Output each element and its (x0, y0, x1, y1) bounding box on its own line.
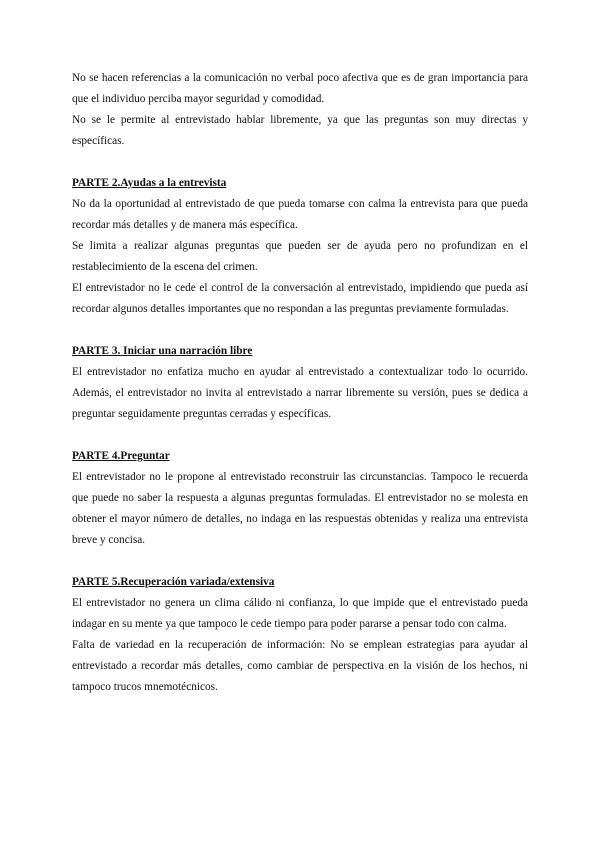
section-heading: PARTE 3. Iniciar una narración libre (72, 345, 253, 357)
section-parte-3 (72, 341, 528, 425)
paragraph: No da la oportunidad al entrevistado de que pueda tomarse con calma la entrevista para que pueda recordar más detalles y de manera más específica. (72, 198, 528, 231)
section-heading: PARTE 2.Ayudas a la entrevista (72, 177, 227, 189)
paragraph: Se limita a realizar algunas preguntas que pueden ser de ayuda pero no profundizan en el restablecimiento de la escena del crimen. (72, 240, 528, 273)
section-heading: PARTE 5.Recuperación variada/extensiva (72, 576, 275, 588)
section-heading: PARTE 4.Preguntar (72, 450, 170, 462)
paragraph: El entrevistador no enfatiza mucho en ayudar al entrevistado a contextualizar todo lo ocurrido. Además, el entrevistador no invita al entrevistado a narrar libremente su versión, pues se dedica a preguntar seguidamente preguntas cerradas y específicas. (72, 366, 528, 420)
paragraph: El entrevistador no le cede el control de la conversación al entrevistado, impidiendo que pueda así recordar algunos detalles importantes que no respondan a las preguntas previamente formuladas. (72, 282, 528, 315)
paragraph: Falta de variedad en la recuperación de información: No se emplean estrategias para ayudar al entrevistado a recordar más detalles, como cambiar de perspectiva en la visión de los hechos, ni tampoco trucos mnemotécnicos. (72, 639, 528, 693)
paragraph: No se hacen referencias a la comunicación no verbal poco afectiva que es de gran importancia para que el individuo perciba mayor seguridad y comodidad. (72, 72, 528, 105)
section-parte-4 (72, 446, 528, 551)
intro-block (72, 68, 528, 152)
paragraph: El entrevistador no genera un clima cálido ni confianza, lo que impide que el entrevistado pueda indagar en su mente ya que tampoco le cede tiempo para poder pararse a pensar todo con calma. (72, 597, 528, 630)
paragraph: No se le permite al entrevistado hablar libremente, ya que las preguntas son muy directas y específicas. (72, 114, 528, 147)
section-parte-5 (72, 572, 528, 698)
document-body (72, 68, 528, 698)
section-parte-2 (72, 173, 528, 320)
paragraph: El entrevistador no le propone al entrevistado reconstruir las circunstancias. Tampoco le recuerda que puede no saber la respuesta a algunas preguntas formuladas. El entrevistador no se molesta en obtener el mayor número de detalles, no indaga en las respuestas obtenidas y realiza una entrevista breve y concisa. (72, 471, 528, 546)
